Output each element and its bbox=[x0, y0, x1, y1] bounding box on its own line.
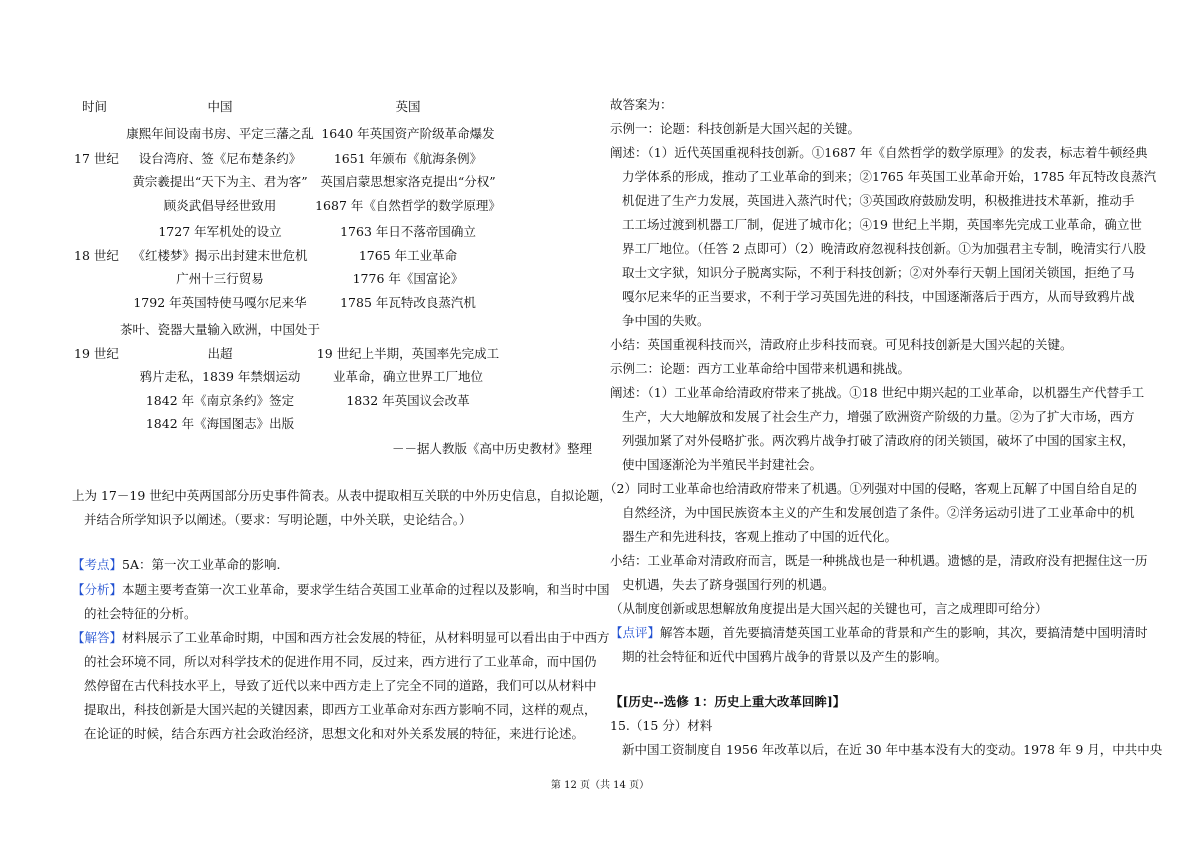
uk-17-2: 英国启蒙思想家洛克提出“分权” bbox=[320, 174, 496, 189]
uk-19-0: 19 世纪上半期，英国率先完成工 bbox=[316, 346, 500, 361]
kaodian bbox=[72, 557, 280, 573]
dianping-text-0: 解答本题，首先要搞清楚英国工业革命的背景和产生的影响，其次，要搞清楚中国明清时 bbox=[660, 625, 1148, 640]
period-17: 17 世纪 bbox=[74, 151, 119, 166]
table-source: －－据人教版《高中历史教材》整理 bbox=[391, 441, 592, 456]
dianping-tag: 【点评】 bbox=[610, 625, 661, 640]
fenxi-text-0: 本题主要考查第一次工业革命，要求学生结合英国工业革命的过程以及影响，和当时中国 bbox=[122, 582, 610, 597]
header-uk: 英国 bbox=[395, 99, 421, 114]
question-15-title: 15.（15 分）材料 bbox=[610, 718, 713, 733]
fenxi-line-1: 的社会特征的分析。 bbox=[84, 606, 197, 621]
kaodian-tag: 【考点】 bbox=[72, 557, 123, 572]
answer-line-18: 器生产和先进科技，客观上推动了中国的近代化。 bbox=[622, 529, 898, 544]
jieda-tag: 【解答】 bbox=[72, 630, 123, 645]
answer-line-3: 力学体系的形成，推动了工业革命的到来；②1765 年英国工业革命开始，1785 年瓦特改良蒸汽 bbox=[622, 169, 1157, 184]
answer-line-19: 小结：工业革命对清政府而言，既是一种挑战也是一种机遇。遗憾的是，清政府没有把握住这一历 bbox=[610, 553, 1148, 568]
answer-line-11: 示例二：论题：西方工业革命给中国带来机遇和挑战。 bbox=[610, 361, 911, 376]
uk-17-0: 1640 年英国资产阶级革命爆发 bbox=[321, 126, 495, 141]
uk-18-3: 1785 年瓦特改良蒸汽机 bbox=[340, 295, 476, 310]
header-time: 时间 bbox=[82, 99, 108, 114]
answer-line-7: 取士文字狱，知识分子脱离实际，不利于科技创新；②对外奉行天朝上国闭关锁国，拒绝了马 bbox=[622, 265, 1135, 280]
uk-17-1: 1651 年颁布《航海条例》 bbox=[333, 151, 483, 166]
jieda-line-4: 在论证的时候，结合东西方社会政治经济，思想文化和对外关系发展的特征，来进行论述。 bbox=[84, 726, 585, 741]
uk-18-1: 1765 年工业革命 bbox=[358, 248, 458, 263]
china-17-2: 黄宗羲提出“天下为主、君为客” bbox=[132, 174, 308, 189]
answer-line-5: 工工场过渡到机器工厂制，促进了城市化；④19 世纪上半期，英国率先完成工业革命，确立世 bbox=[622, 217, 1142, 232]
china-18-2: 广州十三行贸易 bbox=[176, 271, 264, 286]
jieda-line-3: 提取出，科技创新是大国兴起的关键因素，即西方工业革命对东西方影响不同，这样的观点， bbox=[84, 702, 597, 717]
answer-line-14: 列强加紧了对外侵略扩张。两次鸦片战争打破了清政府的闭关锁国，破坏了中国的国家主权， bbox=[622, 433, 1135, 448]
uk-19-1: 业革命，确立世界工厂地位 bbox=[332, 369, 484, 384]
answer-line-21: （从制度创新或思想解放角度提出是大国兴起的关键也可，言之成理即可给分） bbox=[610, 601, 1048, 616]
uk-18-2: 1776 年《国富论》 bbox=[352, 271, 464, 286]
answer-line-10: 小结：英国重视科技而兴，清政府止步科技而衰。可见科技创新是大国兴起的关键。 bbox=[610, 337, 1073, 352]
china-19-1: 出超 bbox=[207, 346, 233, 361]
answer-line-2: 阐述：（1）近代英国重视科技创新。①1687 年《自然哲学的数学原理》的发表，标志着牛顿经典 bbox=[610, 145, 1148, 160]
jieda-line-1: 的社会环境不同，所以对科学技术的促进作用不同，反过来，西方进行了工业革命，而中国仍 bbox=[84, 654, 597, 669]
answer-line-15: 使中国逐渐沦为半殖民半封建社会。 bbox=[622, 457, 823, 472]
answer-line-9: 争中国的失败。 bbox=[622, 313, 710, 328]
period-19: 19 世纪 bbox=[74, 346, 119, 361]
jieda-line-0 bbox=[72, 630, 610, 646]
uk-17-3: 1687 年《自然哲学的数学原理》 bbox=[315, 198, 501, 213]
answer-line-4: 机促进了生产力发展，英国进入蒸汽时代；③英国政府鼓励发明，积极推进技术革新，推动手 bbox=[622, 193, 1135, 208]
answer-line-16: （2）同时工业革命也给清政府带来了机遇。①列强对中国的侵略，客观上瓦解了中国自给自足的 bbox=[604, 481, 1137, 496]
fenxi-tag: 【分析】 bbox=[72, 582, 123, 597]
question-15-text: 新中国工资制度自 1956 年改革以后，在近 30 年中基本没有大的变动。1978 年 9 月，中共中央 bbox=[622, 742, 1163, 757]
page-footer: 第 12 页（共 14 页） bbox=[550, 780, 650, 791]
answer-line-20: 史机遇，失去了跻身强国行列的机遇。 bbox=[622, 577, 835, 592]
answer-line-0: 故答案为： bbox=[610, 97, 673, 112]
jieda-text-0: 材料展示了工业革命时期，中国和西方社会发展的特征，从材料明显可以看出由于中西方 bbox=[122, 630, 610, 645]
china-18-0: 1727 年军机处的设立 bbox=[158, 224, 282, 239]
answer-line-17: 自然经济，为中国民族资本主义的产生和发展创造了条件。②洋务运动引进了工业革命中的机 bbox=[622, 505, 1135, 520]
fenxi-line-0 bbox=[72, 582, 610, 598]
china-17-3: 顾炎武倡导经世致用 bbox=[163, 198, 277, 213]
china-19-3: 1842 年《南京条约》签定 bbox=[145, 393, 295, 408]
answer-line-6: 界工厂地位。（任答 2 点即可）（2）晚清政府忽视科技创新。①为加强君主专制，晚清实行八股 bbox=[622, 241, 1146, 256]
question-line-0: 上为 17－19 世纪中英两国部分历史事件简表。从表中提取相互关联的中外历史信息，自拟论题， bbox=[72, 488, 612, 503]
answer-line-1: 示例一：论题：科技创新是大国兴起的关键。 bbox=[610, 121, 861, 136]
header-china: 中国 bbox=[207, 99, 233, 114]
china-17-1: 设台湾府、签《尼布楚条约》 bbox=[138, 151, 302, 166]
china-19-2: 鸦片走私，1839 年禁烟运动 bbox=[139, 369, 301, 384]
uk-19-2: 1832 年英国议会改革 bbox=[346, 393, 470, 408]
china-19-4: 1842 年《海国图志》出版 bbox=[145, 416, 295, 431]
period-18: 18 世纪 bbox=[74, 248, 119, 263]
kaodian-text: 5A：第一次工业革命的影响. bbox=[122, 557, 281, 572]
jieda-line-2: 然停留在古代科技水平上，导致了近代以来中西方走上了完全不同的道路，我们可以从材料中 bbox=[84, 678, 597, 693]
section-heading: 【[历史--选修 1：历史上重大改革回眸]】 bbox=[610, 694, 846, 709]
china-19-0: 茶叶、瓷器大量输入欧洲，中国处于 bbox=[119, 322, 321, 337]
china-17-0: 康熙年间设南书房、平定三藩之乱 bbox=[126, 126, 314, 141]
china-18-3: 1792 年英国特使马嘎尔尼来华 bbox=[133, 295, 307, 310]
answer-line-13: 生产，大大地解放和发展了社会生产力，增强了欧洲资产阶级的力量。②为了扩大市场，西方 bbox=[622, 409, 1135, 424]
answer-line-8: 嘎尔尼来华的正当要求，不利于学习英国先进的科技，中国逐渐落后于西方，从而导致鸦片战 bbox=[622, 289, 1135, 304]
dianping-line-1: 期的社会特征和近代中国鸦片战争的背景以及产生的影响。 bbox=[622, 649, 948, 664]
dianping-line-0 bbox=[610, 625, 1148, 641]
uk-18-0: 1763 年日不落帝国确立 bbox=[340, 224, 476, 239]
answer-line-12: 阐述：（1）工业革命给清政府带来了挑战。①18 世纪中期兴起的工业革命，以机器生产代替手工 bbox=[610, 385, 1145, 400]
question-line-1: 并结合所学知识予以阐述。（要求：写明论题，中外关联，史论结合。） bbox=[84, 512, 472, 527]
china-18-1: 《红楼梦》揭示出封建末世危机 bbox=[132, 248, 308, 263]
